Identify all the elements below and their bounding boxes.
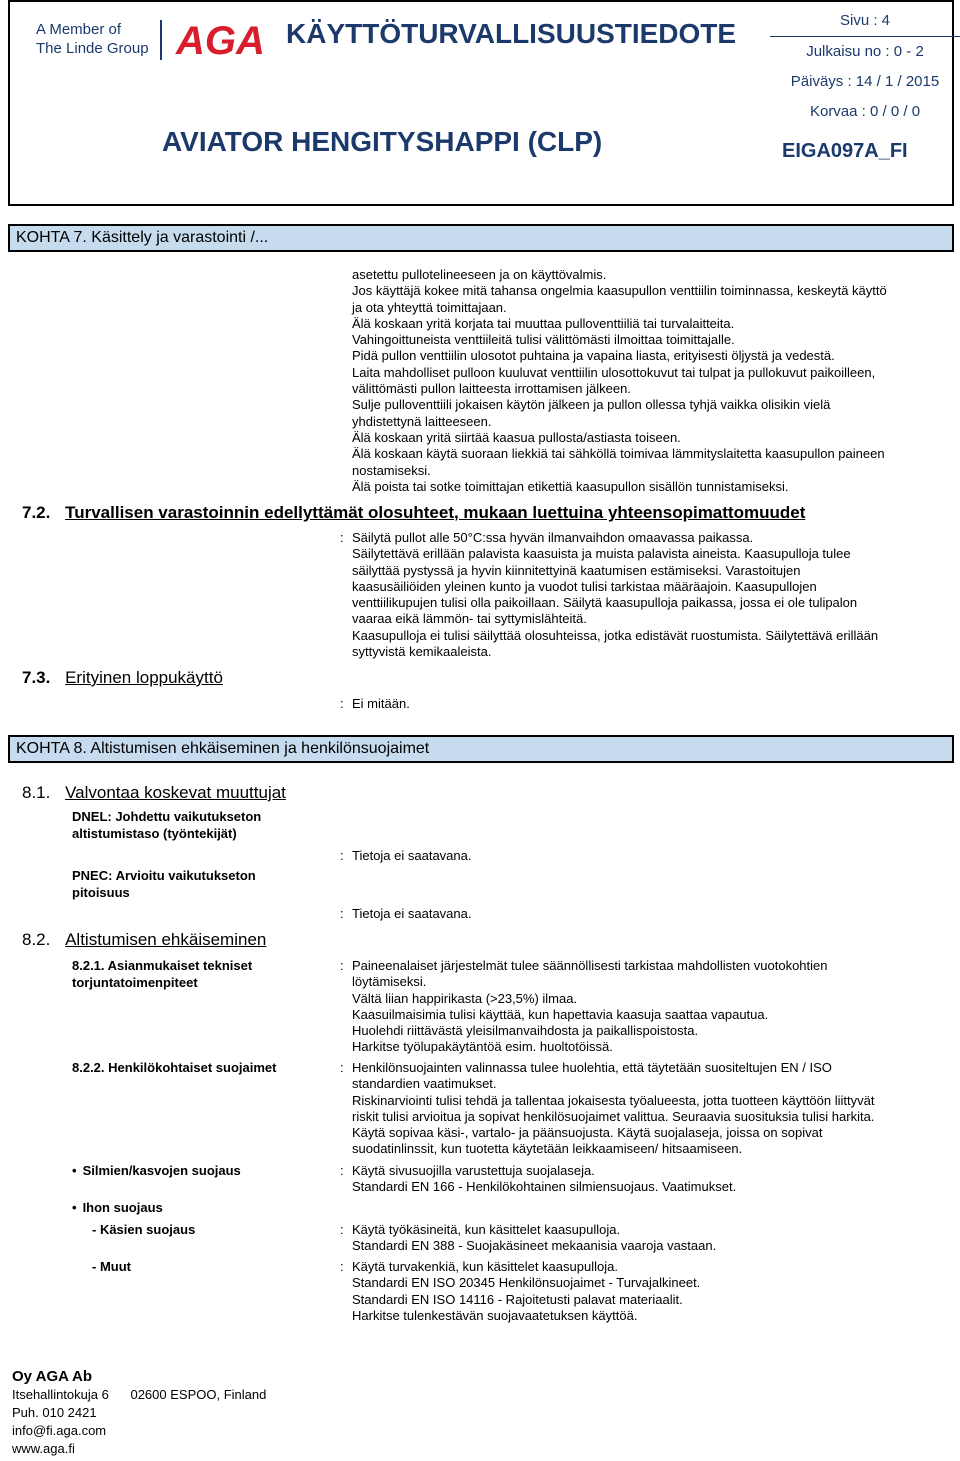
subsection-7-2-heading: [22, 503, 805, 523]
subsection-8-2-heading: [22, 930, 266, 950]
text-line: syttyvistä kemikaaleista.: [352, 644, 492, 660]
text-line: ja ota yhteyttä toimittajaan.: [352, 299, 507, 315]
dnel-value: [352, 848, 948, 864]
issue-date: Päiväys : 14 / 1 / 2015: [790, 73, 940, 90]
other-protection-text: [352, 1259, 948, 1324]
text-line: Älä koskaan käytä suoraan liekkiä tai sähköllä toimivaa lämmityslaitetta kaasupullon paineen: [352, 446, 885, 462]
section-7-1-continued: [352, 267, 948, 495]
aga-logo-text: AGA: [176, 19, 265, 63]
engineering-controls-text: [352, 958, 948, 1056]
label-text: Silmien/kasvojen suojaus: [82, 1163, 241, 1178]
revision-number: Julkaisu no : 0 - 2: [806, 43, 924, 60]
text-line: Jos käyttäjä kokee mitä tahansa ongelmia kaasupullon venttiilin toiminnassa, keskeytä käyttö: [352, 283, 887, 299]
specific-end-use: [352, 696, 948, 712]
label-line: PNEC: Arvioitu vaikutukseton: [72, 868, 256, 883]
text-line: standardien vaatimukset.: [352, 1076, 497, 1092]
document-header: [8, 0, 954, 206]
section-7-header: [8, 224, 954, 252]
text-line: Standardi EN ISO 20345 Henkilönsuojaimet - Turvajalkineet.: [352, 1275, 701, 1291]
email-link[interactable]: info@fi.aga.com: [12, 1423, 107, 1438]
text-line: Käytä sivusuojilla varustettuja suojalaseja.: [352, 1163, 595, 1178]
subsection-title: Erityinen loppukäyttö: [65, 668, 223, 687]
subsection-7-3-heading: [22, 668, 223, 688]
storage-conditions: [352, 530, 948, 660]
hand-protection-label: - Käsien suojaus: [92, 1222, 196, 1237]
phone: Puh. 010 2421: [12, 1405, 97, 1420]
text-line: Huolehdi riittävästä yleisilmanvaihdosta ja paikallispoistosta.: [352, 1023, 699, 1039]
text-line: Paineenalaiset järjestelmät tulee säännöllisesti tarkistaa mahdollisten vuotokohtien: [352, 958, 828, 973]
eye-protection-text: [352, 1163, 948, 1196]
colon: :: [340, 958, 344, 973]
colon: :: [340, 848, 344, 863]
text-line: Ei mitään.: [352, 696, 410, 711]
skin-protection-label: [72, 1200, 163, 1217]
text-line: Tietoja ei saatavana.: [352, 906, 472, 921]
hand-protection-text: [352, 1222, 948, 1255]
text-line: Käytä sopivaa käsi-, vartalo- ja päänsuojusta. Käytä suojalaseja, joissa on sopivat: [352, 1125, 823, 1141]
text-line: suodatinlinssit, kun tuotetta käytetään leikkaamiseen/ hitsaamiseen.: [352, 1141, 743, 1157]
label-line: pitoisuus: [72, 884, 130, 900]
linde-group-logo: [36, 20, 149, 58]
text-line: Henkilönsuojainten valinnassa tulee huolehtia, että täytetään suositeltujen EN / ISO: [352, 1060, 832, 1075]
text-line: säilyttää pystyssä ja hyvin kiinnitettyinä kaatumisen estämiseksi. Varastoitujen: [352, 562, 801, 578]
company-footer: [12, 1368, 266, 1458]
subsection-title: Valvontaa koskevat muuttujat: [65, 783, 286, 802]
text-line: Kaasupulloja ei tulisi säilyttää olosuhteissa, jotka edistävät ruostumista. Säilytettävä erillään: [352, 627, 879, 643]
colon: :: [340, 530, 344, 545]
supersedes: Korvaa : 0 / 0 / 0: [809, 103, 921, 120]
subsection-number: 7.3.: [22, 668, 51, 687]
aga-logo: [176, 14, 265, 63]
text-line: yhdistettynä laitteeseen.: [352, 413, 492, 429]
subsection-title: Turvallisen varastoinnin edellyttämät olosuhteet, mukaan luettuina yhteensopimattomuudet: [65, 503, 806, 522]
subsection-number: 8.1.: [22, 783, 51, 802]
dnel-label: [72, 809, 261, 842]
subsection-title: Altistumisen ehkäiseminen: [65, 930, 267, 949]
colon: :: [340, 696, 344, 711]
text-line: Tietoja ei saatavana.: [352, 848, 472, 863]
linde-line-2: The Linde Group: [36, 40, 149, 57]
text-line: Standardi EN 166 - Henkilökohtainen silmiensuojaus. Vaatimukset.: [352, 1179, 737, 1195]
section-8-title: KOHTA 8. Altistumisen ehkäiseminen ja henkilönsuojaimet: [16, 740, 430, 757]
colon: :: [340, 1259, 344, 1274]
section-8-header: [8, 735, 954, 763]
text-line: Älä koskaan yritä korjata tai muuttaa pulloventtiiliä tai turvalaitteita.: [352, 315, 735, 331]
address-line: [12, 1386, 266, 1404]
colon: :: [340, 906, 344, 921]
text-line: Pidä pullon venttiilin ulosotot puhtaina ja vapaina liasta, erityisesti öljystä ja vedestä.: [352, 348, 835, 364]
text-line: Laita mahdolliset pulloon kuuluvat venttiilin ulosottokuvut tai tulpat ja pullokuvut paikoilleen,: [352, 364, 876, 380]
subsection-number: 8.2.: [22, 930, 51, 949]
engineering-controls-label: [72, 958, 252, 991]
text-line: Harkitse tulenkestävän suojavaatetuksen käyttöä.: [352, 1307, 638, 1323]
company-name: Oy AGA Ab: [12, 1368, 93, 1385]
linde-line-1: A Member of: [36, 21, 122, 38]
subsection-8-1-heading: [22, 783, 286, 803]
text-line: löytämiseksi.: [352, 974, 427, 990]
logo-divider: [160, 20, 162, 60]
text-line: Älä koskaan yritä siirtää kaasua pullosta/astiasta toiseen.: [352, 429, 681, 445]
text-line: Vältä liian happirikasta (>23,5%) ilmaa.: [352, 990, 578, 1006]
document-meta: [770, 6, 960, 127]
text-line: Standardi EN 388 - Suojakäsineet mekaanisia vaaroja vastaan.: [352, 1238, 717, 1254]
label-line: 8.2.1. Asianmukaiset tekniset: [72, 958, 253, 973]
text-line: Käytä turvakenkiä, kun käsittelet kaasupulloja.: [352, 1259, 618, 1274]
text-line: Kaasuilmaisimia tulisi käyttää, kun hapettavia kaasuja saattaa vapautua.: [352, 1006, 769, 1022]
text-line: Vahingoittuneista venttiileitä tulisi välittömästi ilmoittaa toimittajalle.: [352, 332, 735, 348]
document-title: KÄYTTÖTURVALLISUUSTIEDOTE: [286, 18, 737, 49]
colon: :: [340, 1222, 344, 1237]
colon: :: [340, 1060, 344, 1075]
text-line: vaaraa eikä lämmön- tai syttymislähteitä.: [352, 611, 587, 627]
eye-protection-label: [72, 1163, 241, 1180]
ppe-text: [352, 1060, 948, 1158]
pnec-value: [352, 906, 948, 922]
text-line: nostamiseksi.: [352, 462, 431, 478]
text-line: venttiilikupujen tulisi olla paikoillaan. Säilytä kaasupulloja paikassa, jossa ei ole tulipalon: [352, 595, 858, 611]
website-link[interactable]: www.aga.fi: [12, 1441, 75, 1456]
street-address: Itsehallintokuja 6: [12, 1387, 109, 1402]
text-line: Säilytä pullot alle 50°C:ssa hyvän ilmanvaihdon omaavassa paikassa.: [352, 530, 754, 545]
label-text: Ihon suojaus: [82, 1200, 163, 1215]
text-line: Harkitse työlupakäytäntöä esim. huoltotöissä.: [352, 1039, 613, 1055]
other-protection-label: - Muut: [92, 1259, 131, 1274]
page-number: Sivu : 4: [770, 6, 960, 37]
label-line: torjuntatoimenpiteet: [72, 974, 198, 990]
city: 02600 ESPOO, Finland: [130, 1387, 267, 1402]
text-line: Riskinarviointi tulisi tehdä ja tallentaa jokaisesta työalueesta, jotta tuotteen käyttöön liittyvät: [352, 1092, 875, 1108]
text-line: välittömästi pullon laitteesta irrottamisen jälkeen.: [352, 381, 631, 397]
label-line: DNEL: Johdettu vaikutukseton: [72, 809, 262, 824]
text-line: riskit tulisi arvioitua ja sopivat henkilösuojaimet valittua. Seuraavia suosituksia tulisi harkita.: [352, 1108, 875, 1124]
subsection-number: 7.2.: [22, 503, 51, 522]
pnec-label: [72, 868, 256, 901]
text-line: Sulje pulloventtiili jokaisen käytön jälkeen ja pullon ollessa tyhjä vaikka olisikin vielä: [352, 397, 831, 413]
text-line: Käytä työkäsineitä, kun käsittelet kaasupulloja.: [352, 1222, 621, 1237]
section-7-title: KOHTA 7. Käsittely ja varastointi /...: [16, 229, 269, 246]
ppe-label: 8.2.2. Henkilökohtaiset suojaimet: [72, 1060, 277, 1075]
text-line: Älä poista tai sotke toimittajan etikettiä kaasupullon sisällön tunnistamiseksi.: [352, 478, 789, 494]
label-line: altistumistaso (työntekijät): [72, 825, 237, 841]
colon: :: [340, 1163, 344, 1178]
text-line: Säilytettävä erillään palavista kaasuista ja muista palavista aineista. Kaasupulloja tulee: [352, 546, 851, 562]
text-line: Standardi EN ISO 14116 - Rajoitetusti palavat materiaalit.: [352, 1291, 683, 1307]
document-code: EIGA097A_FI: [782, 140, 908, 162]
text-line: asetettu pullotelineeseen ja on käyttövalmis.: [352, 267, 607, 282]
text-line: kaasusäiliöiden yleinen kunto ja vuodot tulisi tarkistaa määräajoin. Kaasupullojen: [352, 578, 817, 594]
product-name: AVIATOR HENGITYSHAPPI (CLP): [162, 126, 603, 157]
